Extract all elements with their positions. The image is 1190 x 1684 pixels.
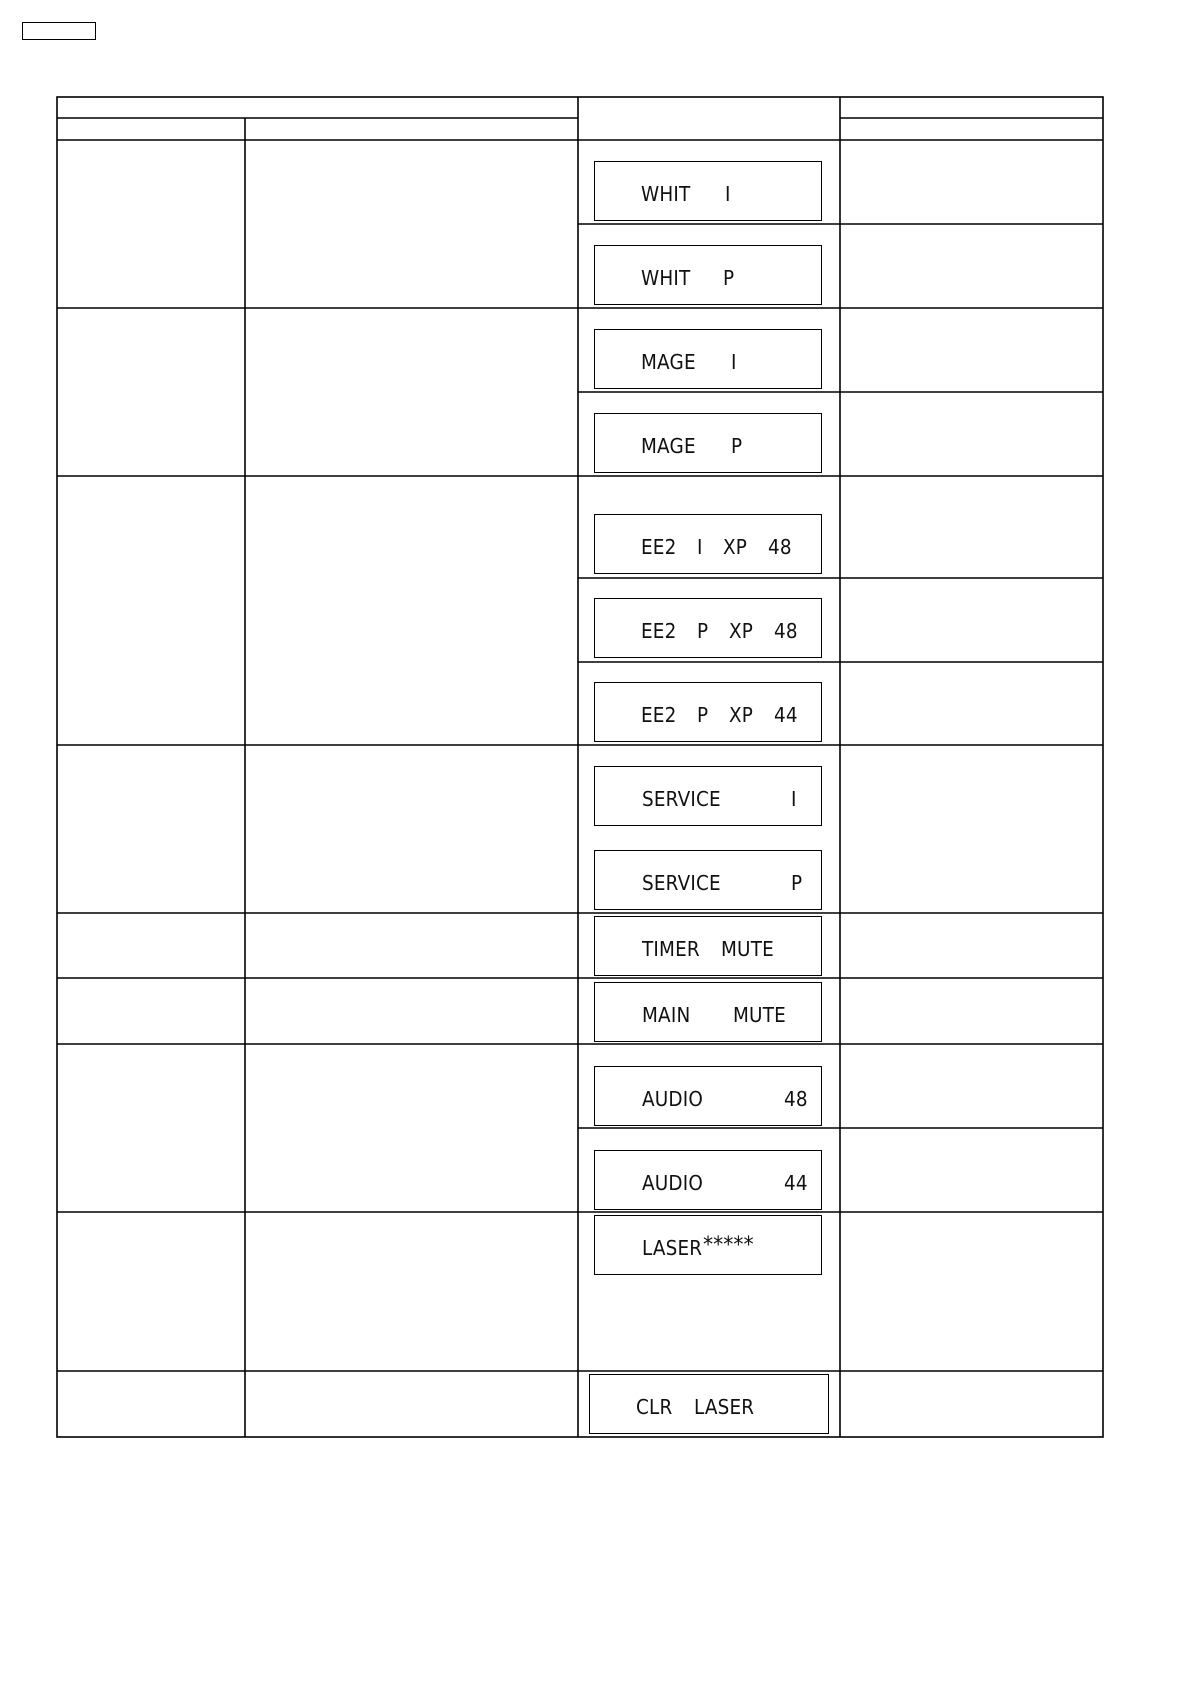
- display-text: 48: [774, 619, 798, 643]
- display-service-p: [594, 850, 822, 910]
- display-text: P: [723, 266, 735, 290]
- display-text: MUTE: [721, 937, 774, 961]
- display-text: 48: [768, 535, 792, 559]
- display-text: AUDIO: [642, 1171, 704, 1195]
- display-text: LASER: [642, 1236, 703, 1260]
- display-timer-mute: [594, 916, 822, 976]
- display-text: XP: [723, 535, 748, 559]
- display-text: MAIN: [642, 1003, 691, 1027]
- display-text: LASER: [694, 1395, 755, 1419]
- display-text: CLR: [636, 1395, 673, 1419]
- display-whit-i: [594, 161, 822, 221]
- display-text: P: [791, 871, 803, 895]
- display-text: SERVICE: [642, 787, 721, 811]
- display-ee2-p-xp-48: [594, 598, 822, 658]
- display-text: AUDIO: [642, 1087, 704, 1111]
- display-text: MAGE: [641, 434, 696, 458]
- display-text: 44: [774, 703, 798, 727]
- display-text: 44: [784, 1171, 808, 1195]
- display-mage-p: [594, 413, 822, 473]
- table-border: [57, 97, 1103, 1437]
- display-text: I: [791, 787, 797, 811]
- display-text: MAGE: [641, 350, 696, 374]
- display-text: I: [731, 350, 737, 374]
- display-text: WHIT: [641, 182, 691, 206]
- display-clr-laser: [589, 1374, 829, 1434]
- display-audio-44: [594, 1150, 822, 1210]
- display-text: EE2: [641, 703, 677, 727]
- display-text: 48: [784, 1087, 808, 1111]
- display-text: EE2: [641, 535, 677, 559]
- display-text: XP: [729, 619, 754, 643]
- display-main-mute: [594, 982, 822, 1042]
- display-text: I: [725, 182, 731, 206]
- display-text: P: [697, 619, 709, 643]
- display-service-i: [594, 766, 822, 826]
- display-text: XP: [729, 703, 754, 727]
- display-text: P: [731, 434, 743, 458]
- display-text: *****: [703, 1233, 754, 1258]
- display-whit-p: [594, 245, 822, 305]
- display-text: EE2: [641, 619, 677, 643]
- display-text: I: [697, 535, 703, 559]
- display-mage-i: [594, 329, 822, 389]
- display-text: WHIT: [641, 266, 691, 290]
- display-ee2-i-xp-48: [594, 514, 822, 574]
- display-text: P: [697, 703, 709, 727]
- display-audio-48: [594, 1066, 822, 1126]
- display-ee2-p-xp-44: [594, 682, 822, 742]
- display-text: SERVICE: [642, 871, 721, 895]
- display-laser: [594, 1215, 822, 1275]
- display-text: MUTE: [733, 1003, 786, 1027]
- display-text: TIMER: [642, 937, 700, 961]
